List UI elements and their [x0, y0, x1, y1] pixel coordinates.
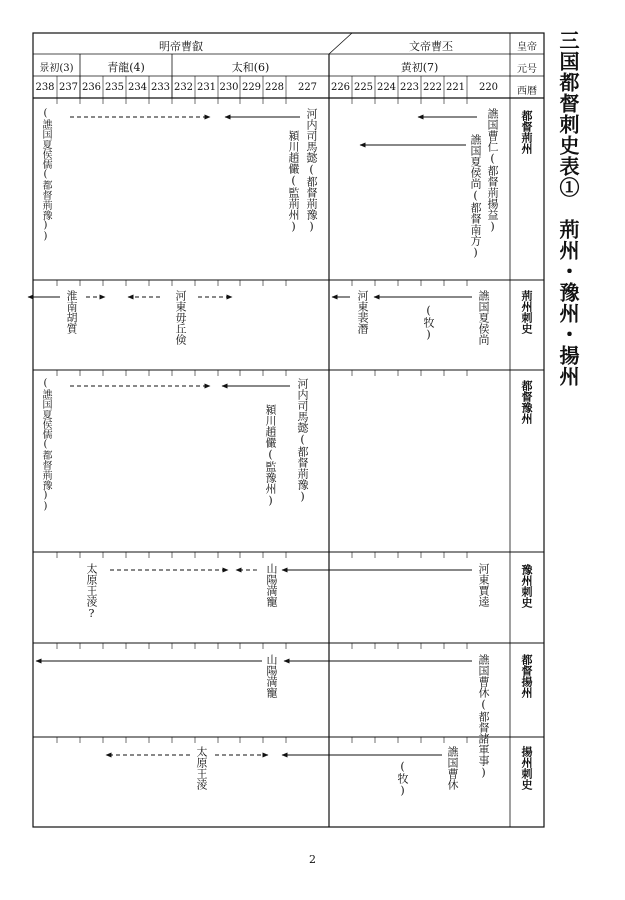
year-cell: 228: [264, 82, 285, 93]
entry-xiahou-ru: (譙国夏侯儒(都督荊豫)): [40, 378, 51, 512]
entry-pei-qian: 河東裴潛: [356, 290, 369, 334]
entry-wang-ling: 太原王淩?: [85, 563, 98, 620]
year-cell: 220: [478, 82, 499, 93]
section-label-dudu-jing: 都督荊州: [520, 110, 533, 154]
entry-xiahou-shang: 譙国夏侯尚(都督南方): [469, 134, 482, 259]
entry-hu-zhi: 淮南胡質: [65, 290, 78, 334]
emperor-label: 皇帝: [517, 42, 537, 53]
era-taihe: 太和(6): [231, 61, 270, 74]
entry-wang-ling: 太原王淩: [195, 746, 208, 790]
page-number: 2: [309, 853, 316, 866]
year-cell: 233: [150, 82, 171, 93]
entry-jia-kui: 河東賈逵: [477, 563, 490, 607]
year-cell: 221: [445, 82, 466, 93]
entry-mu-note: (牧): [396, 760, 409, 797]
era-huangchu: 黄初(7): [400, 61, 439, 74]
entry-sima-yi: 河内司馬懿(都督荊豫): [305, 108, 318, 233]
year-cell: 223: [399, 82, 420, 93]
entry-man-chong: 山陽満寵: [265, 563, 278, 607]
entry-zhao-yan: 潁川趙儼(監荊州): [287, 130, 300, 233]
entry-xiahou-ru: (譙国夏侯儒(都督荊豫)): [40, 108, 51, 242]
section-label-dudu-yu: 都督豫州: [520, 380, 533, 424]
year-label: 西暦: [517, 86, 537, 97]
emperor-ming: 明帝曹叡: [159, 40, 203, 53]
emperor-wen: 文帝曹丕: [409, 40, 453, 53]
year-cell: 234: [127, 82, 148, 93]
era-jingchu: 景初(3): [39, 63, 74, 74]
entry-man-chong: 山陽満寵: [265, 654, 278, 698]
year-cell: 230: [219, 82, 239, 93]
year-cell: 227: [297, 82, 318, 93]
section-label-cishi-jing: 荊州刺史: [520, 290, 533, 334]
year-cell: 238: [35, 82, 55, 93]
entry-cao-xiu: 譙国曹休(都督諸軍事): [477, 654, 490, 779]
year-cell: 236: [81, 82, 102, 93]
section-label-cishi-yang: 揚州刺史: [520, 746, 533, 790]
year-cell: 229: [241, 82, 262, 93]
year-cell: 224: [376, 82, 397, 93]
year-cell: 231: [196, 82, 217, 93]
year-cell: 232: [173, 82, 194, 93]
year-cell: 225: [353, 82, 374, 93]
year-cell: 226: [330, 82, 351, 93]
entry-zhao-yan: 潁川趙儼(監豫州): [264, 404, 277, 507]
era-qinglong: 青龍(4): [107, 61, 145, 74]
year-cell: 222: [422, 82, 443, 93]
entry-cao-xiu: 譙国曹休: [446, 746, 459, 790]
entry-xiahou-shang: 譙国夏侯尚: [477, 290, 490, 345]
entry-sima-yi: 河内司馬懿(都督荊豫): [296, 378, 309, 503]
page-title: 三国都督刺史表① 荊州・豫州・揚州: [556, 30, 580, 387]
year-cell: 235: [104, 82, 125, 93]
section-label-dudu-yang: 都督揚州: [520, 654, 533, 698]
entry-guanqiu-jian: 河東毋丘倹: [174, 290, 187, 345]
entry-mu-note: (牧): [422, 304, 435, 341]
year-cell: 237: [58, 82, 79, 93]
section-label-cishi-yu: 豫州刺史: [520, 564, 533, 608]
era-label: 元号: [517, 64, 537, 75]
entry-cao-ren: 譙国曹仁(都督荊揚益): [486, 108, 499, 233]
